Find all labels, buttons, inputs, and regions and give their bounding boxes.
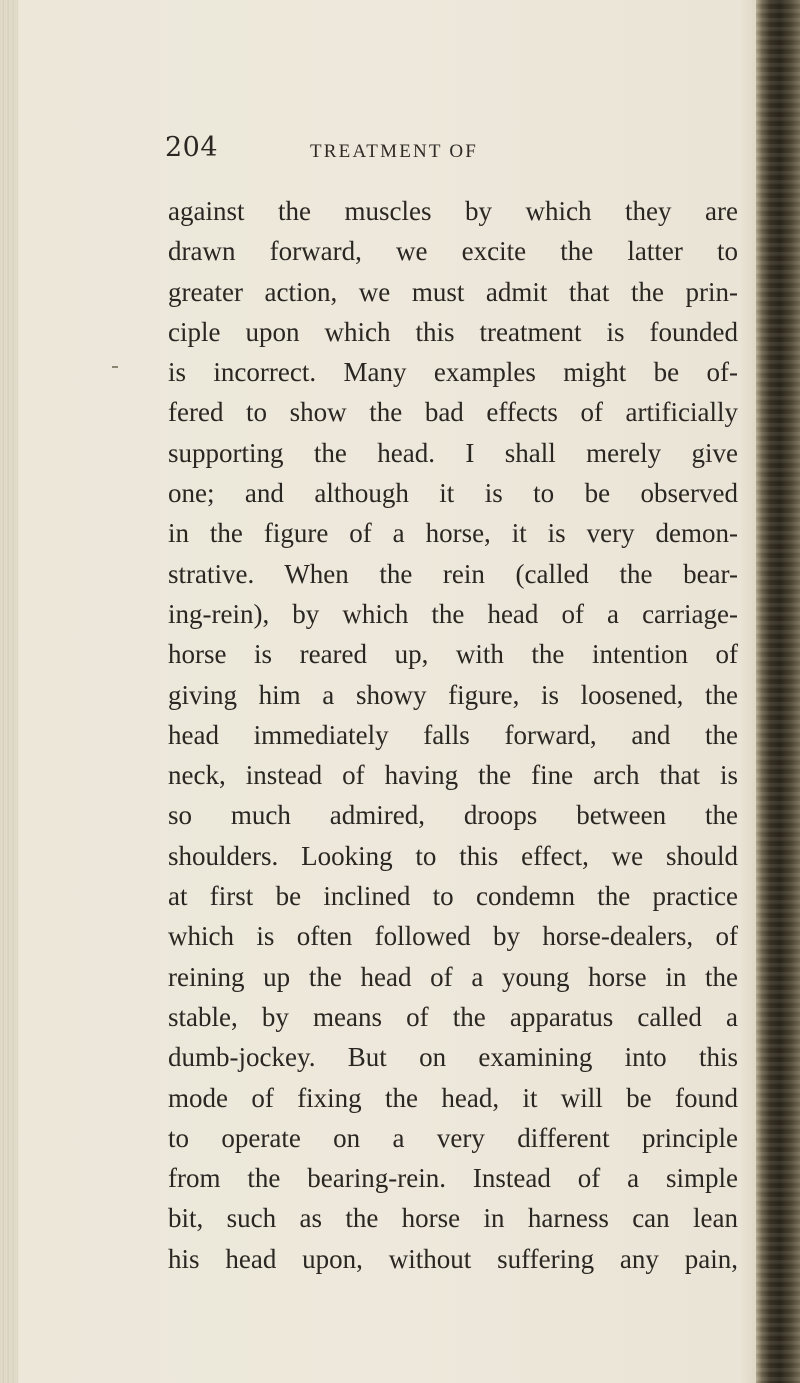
text-line: in the figure of a horse, it is very demon- <box>168 518 738 549</box>
text-line: ing-rein), by which the head of a carriage- <box>168 598 738 629</box>
text-line: horse is reared up, with the intention of <box>168 639 738 670</box>
text-line: reining up the head of a young horse in the <box>168 961 738 992</box>
body-text <box>168 191 738 1279</box>
text-line: against the muscles by which they are <box>168 196 738 226</box>
margin-mark <box>112 366 118 368</box>
text-line: stable, by means of the apparatus called a <box>168 1001 738 1032</box>
page-left-edge <box>0 0 18 1383</box>
text-line: bit, such as the horse in harness can lean <box>168 1203 738 1234</box>
text-line: shoulders. Looking to this effect, we should <box>168 840 738 871</box>
text-line: which is often followed by horse-dealers, of <box>168 921 738 952</box>
text-line: dumb-jockey. But on examining into this <box>168 1042 738 1073</box>
text-line: supporting the head. I shall merely give <box>168 437 738 468</box>
text-line: his head upon, without suffering any pain, <box>168 1243 738 1274</box>
text-line: ciple upon which this treatment is founded <box>168 316 738 347</box>
text-line: greater action, we must admit that the prin- <box>168 276 738 307</box>
text-line: from the bearing-rein. Instead of a simple <box>168 1163 738 1194</box>
text-line: fered to show the bad effects of artificially <box>168 397 738 428</box>
text-line: mode of fixing the head, it will be found <box>168 1082 738 1113</box>
text-line: neck, instead of having the fine arch that is <box>168 760 738 791</box>
running-head: TREATMENT OF <box>310 141 479 162</box>
text-line: so much admired, droops between the <box>168 800 738 831</box>
text-line: giving him a showy figure, is loosened, the <box>168 679 738 710</box>
page-header <box>165 132 725 172</box>
text-line: at first be inclined to condemn the practice <box>168 881 738 912</box>
text-line: one; and although it is to be observed <box>168 478 738 509</box>
book-spine-shadow <box>756 0 800 1383</box>
text-line: head immediately falls forward, and the <box>168 719 738 750</box>
text-line: strative. When the rein (called the bear- <box>168 558 738 589</box>
text-line: to operate on a very different principle <box>168 1122 738 1153</box>
page-number: 204 <box>165 132 219 163</box>
text-line: is incorrect. Many examples might be of- <box>168 357 738 388</box>
text-line: drawn forward, we excite the latter to <box>168 236 738 267</box>
